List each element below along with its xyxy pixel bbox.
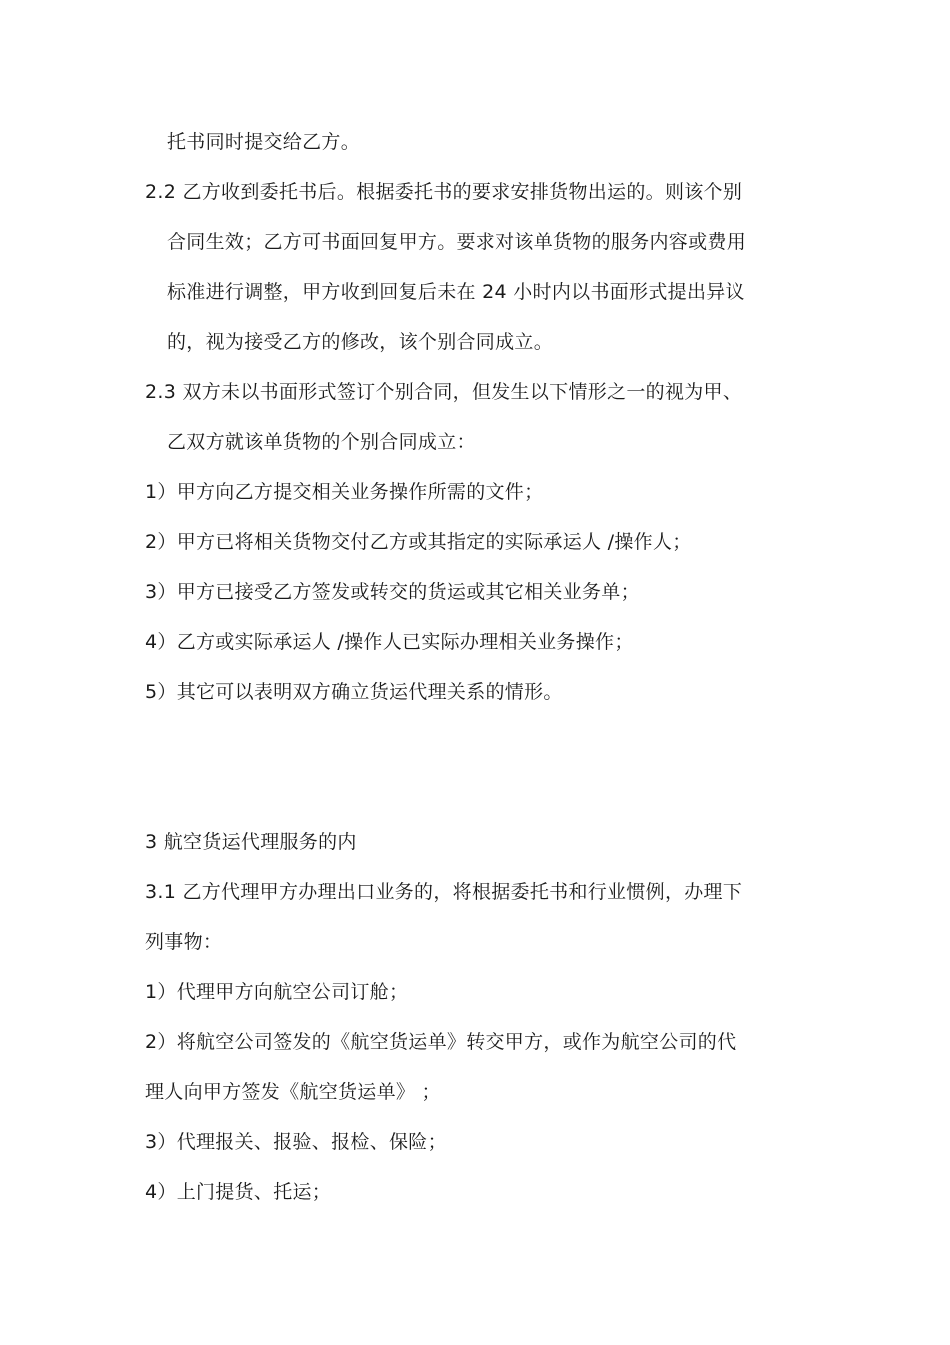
text-line: 标准进行调整，甲方收到回复后未在 24 小时内以书面形式提出异议 — [167, 281, 745, 303]
text-line: 2.3 双方未以书面形式签订个别合同，但发生以下情形之一的视为甲、 — [145, 381, 743, 403]
list-item: 2）甲方已将相关货物交付乙方或其指定的实际承运人 /操作人； — [145, 531, 692, 553]
text-line: 乙双方就该单货物的个别合同成立： — [167, 431, 476, 453]
text-line: 合同生效；乙方可书面回复甲方。要求对该单货物的服务内容或费用 — [167, 231, 747, 253]
text-line: 列事物： — [145, 931, 223, 953]
list-item: 4）乙方或实际承运人 /操作人已实际办理相关业务操作； — [145, 631, 634, 653]
list-item: 2）将航空公司签发的《航空货运单》转交甲方，或作为航空公司的代 — [145, 1031, 737, 1053]
text-line: 托书同时提交给乙方。 — [167, 131, 361, 153]
list-item: 5）其它可以表明双方确立货运代理关系的情形。 — [145, 681, 563, 703]
list-item: 1）甲方向乙方提交相关业务操作所需的文件； — [145, 481, 544, 503]
text-line: 的，视为接受乙方的修改，该个别合同成立。 — [167, 331, 554, 353]
list-item: 3）代理报关、报验、报检、保险； — [145, 1131, 447, 1153]
list-item: 1）代理甲方向航空公司订舱； — [145, 981, 409, 1003]
section-heading: 3 航空货运代理服务的内 — [145, 831, 357, 853]
text-line: 理人向甲方签发《航空货运单》 ； — [145, 1081, 441, 1103]
list-item: 3）甲方已接受乙方签发或转交的货运或其它相关业务单； — [145, 581, 640, 603]
text-line: 2.2 乙方收到委托书后。根据委托书的要求安排货物出运的。则该个别 — [145, 181, 743, 203]
list-item: 4）上门提货、托运； — [145, 1181, 332, 1203]
text-line: 3.1 乙方代理甲方办理出口业务的，将根据委托书和行业惯例，办理下 — [145, 881, 743, 903]
